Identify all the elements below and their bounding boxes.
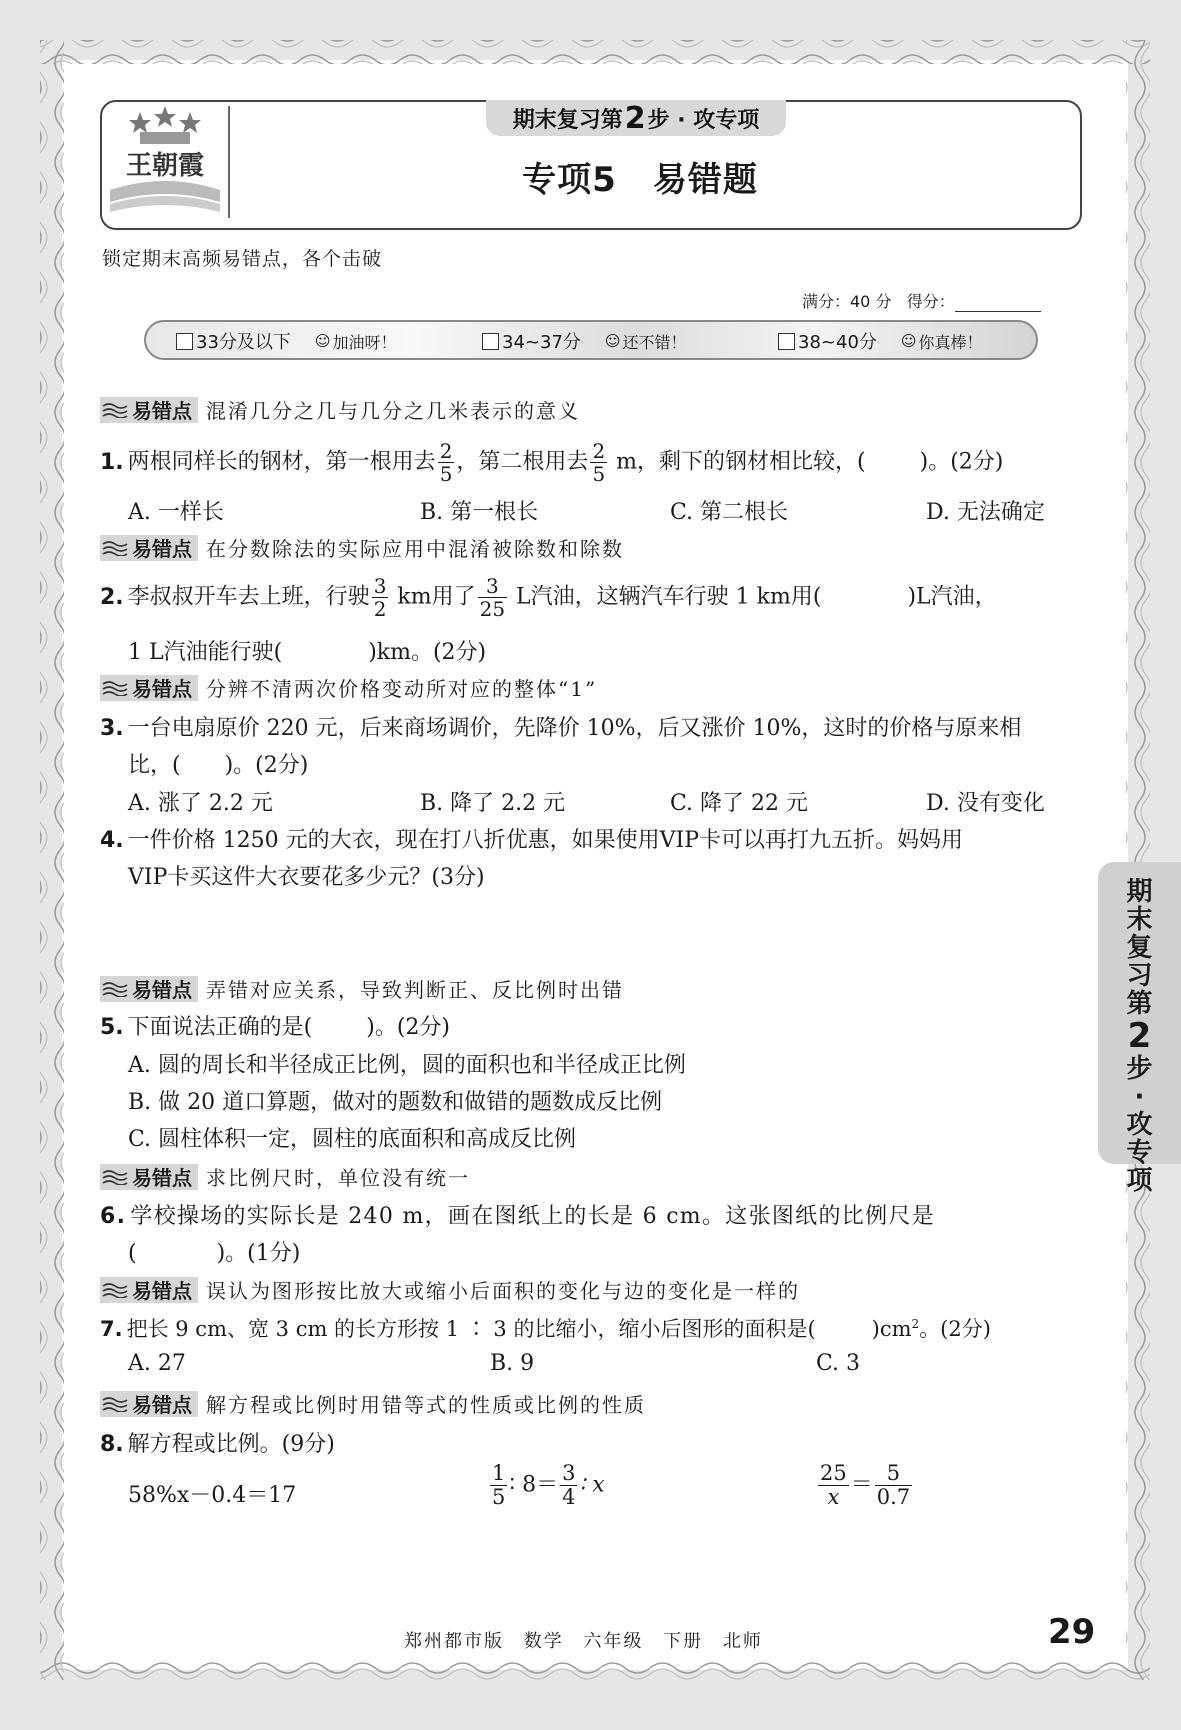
fraction: $\frac{2}{5}$ (439, 439, 453, 486)
question-text: 比，( (128, 753, 181, 778)
question-text: )cm (871, 1317, 912, 1341)
step-banner-post: 步 · 攻专项 (647, 107, 760, 133)
fraction: $\frac{3}{25}$ (479, 574, 506, 621)
option-b[interactable]: B. 9 (490, 1351, 535, 1376)
option-a[interactable]: A. 涨了 2.2 元 (128, 791, 273, 816)
error-point-tag (100, 1389, 646, 1418)
rating-message: 加油呀！ (332, 332, 397, 352)
question-text: 两根同样长的钢材，第一根用去 (127, 449, 436, 475)
question-8 (100, 1427, 335, 1458)
question-6 (100, 1199, 935, 1230)
option-c[interactable]: C. 圆柱体积一定，圆柱的底面积和高成反比例 (128, 1127, 577, 1152)
question-1 (100, 440, 1003, 485)
question-text: 李叔叔开车去上班，行驶 (127, 584, 370, 610)
question-text: 一台电扇原价 220 元，后来商场调价，先降价 10%，后又涨价 10%，这时的价格与原来相 (127, 716, 1022, 741)
rating-checkbox[interactable] (482, 333, 499, 350)
question-2-line-2 (128, 635, 486, 666)
score-label: 得分： (906, 292, 955, 311)
step-banner (486, 100, 786, 136)
option-a[interactable]: A. 圆的周长和半径成正比例，圆的面积也和半径成正比例 (128, 1053, 686, 1078)
question-text: )。(2分) (366, 1015, 451, 1040)
question-7 (100, 1313, 991, 1343)
title-section: 专项5 (522, 160, 617, 200)
error-point-label: 易错点 (100, 397, 198, 423)
page-number: 29 (1048, 1612, 1096, 1652)
error-point-text: 弄错对应关系，导致判断正、反比例时出错 (206, 978, 624, 1002)
question-text: m，剩下的钢材相比较，( (609, 449, 866, 475)
publisher-logo (100, 102, 230, 224)
question-number: 8. (100, 1432, 124, 1457)
error-point-text: 混淆几分之几与几分之几米表示的意义 (206, 399, 580, 423)
wave-icon (102, 680, 128, 696)
question-text: km用了 (390, 584, 476, 610)
question-6-line-2 (128, 1236, 300, 1267)
rating-range: 34~37分 (502, 332, 581, 353)
wave-icon (102, 540, 128, 556)
error-point-tag (100, 1275, 800, 1304)
question-text: )。(1分) (216, 1241, 301, 1266)
fraction: $\frac{1}{5}$ (492, 1461, 506, 1510)
option-a[interactable]: A. 一样长 (128, 500, 224, 525)
question-text: 1 L汽油能行驶( (128, 640, 283, 665)
equation-2: $\frac{1}{5}$ ∶ 8＝ $\frac{3}{4}$ ∶ x (492, 1461, 605, 1510)
question-2 (100, 575, 997, 620)
score-line (802, 289, 1041, 312)
question-5 (100, 1010, 450, 1041)
step-banner-pre: 期末复习第 (512, 107, 623, 133)
rating-range: 38~40分 (798, 332, 877, 353)
wave-icon (102, 1396, 128, 1412)
logo-text: 王朝霞 (125, 151, 205, 181)
question-3-line-2 (128, 748, 308, 779)
rating-item (778, 328, 983, 354)
question-number: 6. (100, 1204, 127, 1229)
error-point-tag (100, 395, 580, 424)
fraction: $\frac{5}{0.7}$ (876, 1461, 911, 1510)
option-b[interactable]: B. 降了 2.2 元 (420, 791, 566, 816)
question-text: )。(2分) (919, 449, 1004, 475)
question-number: 7. (100, 1317, 123, 1341)
option-c[interactable]: C. 3 (816, 1351, 861, 1376)
error-point-tag (100, 533, 624, 562)
question-text: ，第二根用去 (456, 449, 589, 475)
rating-item (176, 328, 397, 354)
fraction: $\frac{3}{2}$ (373, 574, 387, 621)
question-text: ( (128, 1241, 137, 1266)
rating-checkbox[interactable] (778, 333, 795, 350)
question-text: 解方程或比例。(9分) (127, 1432, 335, 1457)
option-b[interactable]: B. 做 20 道口算题，做对的题数和做错的题数成反比例 (128, 1090, 663, 1115)
error-point-label: 易错点 (100, 535, 198, 561)
equation-3: $\frac{25}{x}$ ＝ $\frac{5}{0.7}$ (820, 1461, 911, 1510)
answer-area[interactable] (128, 1530, 1028, 1610)
footer: 郑州都市版 数学 六年级 下册 北师 (404, 1631, 763, 1652)
smiley-icon: ☺ (900, 332, 917, 350)
rating-checkbox[interactable] (176, 333, 193, 350)
error-point-text: 求比例尺时，单位没有统一 (206, 1166, 470, 1190)
fraction: $\frac{2}{5}$ (592, 439, 606, 486)
question-text: 学校操场的实际长是 240 m，画在图纸上的长是 6 cm。这张图纸的比例尺是 (130, 1204, 935, 1229)
option-c[interactable]: C. 降了 22 元 (670, 791, 809, 816)
error-point-label: 易错点 (100, 675, 198, 701)
question-number: 1. (100, 449, 124, 475)
subtitle: 锁定期末高频易错点，各个击破 (102, 248, 383, 270)
wave-icon (102, 981, 128, 997)
error-point-tag (100, 974, 624, 1003)
question-text: )km。(2分) (368, 640, 487, 665)
question-number: 5. (100, 1015, 124, 1040)
question-number: 2. (100, 584, 124, 610)
rating-item (482, 328, 687, 354)
self-rating-bar (144, 320, 1038, 360)
error-point-text: 在分数除法的实际应用中混淆被除数和除数 (206, 537, 624, 561)
step-number: 2 (624, 100, 646, 136)
option-d[interactable]: D. 没有变化 (926, 791, 1045, 816)
error-point-text: 分辨不清两次价格变动所对应的整体“1” (206, 677, 598, 701)
question-4 (100, 823, 963, 854)
wave-icon (102, 402, 128, 418)
question-text: 。(2分) (919, 1317, 991, 1341)
rating-message: 你真棒！ (918, 332, 983, 352)
option-d[interactable]: D. 无法确定 (926, 500, 1045, 525)
question-text: 下面说法正确的是( (127, 1015, 313, 1040)
error-point-text: 解方程或比例时用错等式的性质或比例的性质 (206, 1393, 646, 1417)
smiley-icon: ☺ (604, 332, 621, 350)
smiley-icon: ☺ (314, 332, 331, 350)
rating-message: 还不错！ (622, 332, 687, 352)
fraction: $\frac{3}{4}$ (562, 1461, 576, 1510)
equation-1: 58%x－0.4＝17 (128, 1483, 297, 1508)
answer-area[interactable] (128, 900, 1028, 966)
question-4-line-2: VIP卡买这件大衣要花多少元？(3分) (128, 865, 485, 890)
page-title (480, 152, 800, 201)
full-score: 满分：40 分 (802, 292, 892, 311)
fraction: $\frac{25}{x}$ (820, 1461, 847, 1510)
error-point-tag (100, 1162, 470, 1191)
question-text: )。(2分) (224, 753, 309, 778)
option-c[interactable]: C. 第二根长 (670, 500, 789, 525)
wave-icon (102, 1282, 128, 1298)
error-point-label: 易错点 (100, 1391, 198, 1417)
side-tab: 期 末 复 习 第 2 步 · 攻 专 项 (1098, 862, 1181, 1164)
logo-divider (228, 106, 230, 218)
option-b[interactable]: B. 第一根长 (420, 500, 539, 525)
question-text: L汽油，这辆汽车行驶 1 km用( (509, 584, 822, 610)
score-blank[interactable] (955, 293, 1041, 312)
error-point-tag (100, 673, 597, 702)
error-point-label: 易错点 (100, 976, 198, 1002)
question-text: 一件价格 1250 元的大衣，现在打八折优惠，如果使用VIP卡可以再打九五折。妈妈用 (127, 828, 964, 853)
error-point-label: 易错点 (100, 1164, 198, 1190)
error-point-text: 误认为图形按比放大或缩小后面积的变化与边的变化是一样的 (206, 1279, 800, 1303)
question-text: )L汽油， (907, 584, 997, 610)
question-number: 3. (100, 716, 124, 741)
option-a[interactable]: A. 27 (128, 1351, 186, 1376)
question-number: 4. (100, 828, 124, 853)
superscript: 2 (911, 1317, 920, 1331)
title-topic: 易错题 (652, 160, 758, 200)
error-point-label: 易错点 (100, 1277, 198, 1303)
question-text: 把长 9 cm、宽 3 cm 的长方形按 1 ∶ 3 的比缩小，缩小后图形的面积是( (126, 1317, 816, 1341)
wave-icon (102, 1169, 128, 1185)
question-3 (100, 711, 1021, 742)
rating-range: 33分及以下 (196, 332, 291, 353)
